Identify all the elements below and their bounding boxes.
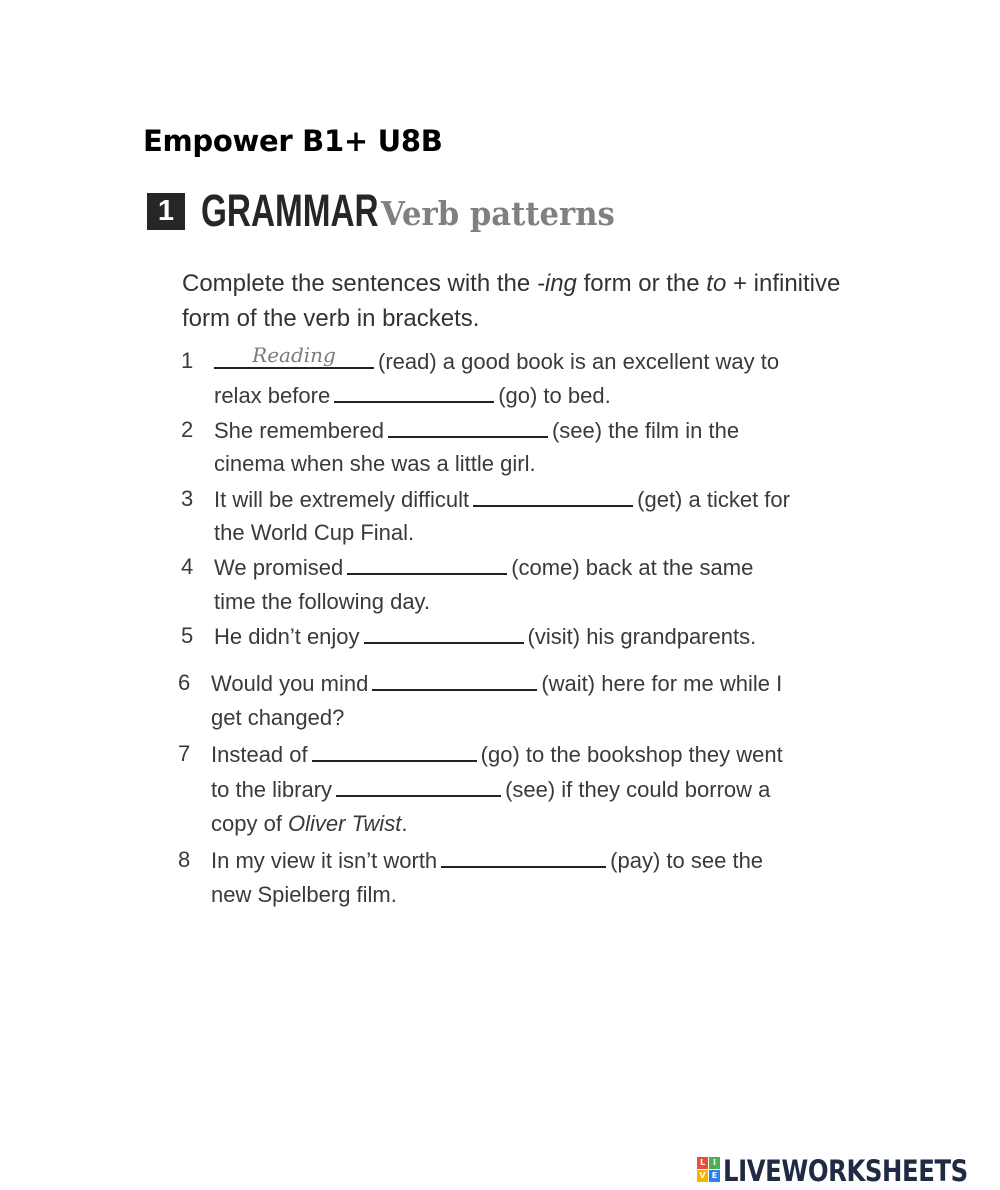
exercise-text: get changed?	[211, 705, 345, 730]
exercise-2-line-2	[214, 450, 536, 478]
exercise-text: (go) to the bookshop they went	[480, 742, 783, 767]
answer-blank-6[interactable]	[372, 669, 537, 691]
exercise-text: In my view it isn’t worth	[211, 848, 438, 873]
logo-letter: E	[709, 1170, 720, 1182]
exercise-4-line-1	[214, 553, 753, 582]
answer-blank-8[interactable]	[441, 846, 606, 868]
exercise-text: (visit) his grandparents.	[527, 624, 757, 649]
logo-text: LIVEWORKSHEETS	[723, 1154, 968, 1188]
exercise-text: (wait) here for me while I	[541, 671, 783, 696]
logo-letter: L	[697, 1157, 708, 1169]
exercise-2-line-1	[214, 416, 739, 445]
exercise-text: We promised	[214, 555, 344, 580]
book-title: Oliver Twist	[288, 811, 402, 836]
answer-blank-3[interactable]	[473, 485, 633, 507]
exercise-text: time the following day.	[214, 589, 431, 614]
exercise-text: the World Cup Final.	[214, 520, 415, 545]
exercise-text: copy of	[211, 811, 289, 836]
answer-blank-5[interactable]	[364, 622, 524, 644]
exercise-6-line-1	[211, 669, 782, 698]
exercise-text: It will be extremely difficult	[214, 487, 470, 512]
section-label: GRAMMAR	[201, 185, 379, 236]
exercise-text: new Spielberg film.	[211, 882, 397, 907]
exercise-text: He didn’t enjoy	[214, 624, 360, 649]
exercise-text: (read) a good book is an excellent way to	[378, 349, 780, 374]
logo-letter: I	[709, 1157, 720, 1169]
exercise-number: 5	[181, 623, 194, 648]
exercise-text: She remembered	[214, 418, 384, 443]
exercise-text: (get) a ticket for	[637, 487, 790, 512]
exercise-number: 7	[178, 741, 191, 766]
answer-blank-1a[interactable]	[214, 343, 374, 369]
exercise-number: 3	[181, 486, 194, 511]
section-number-badge: 1	[147, 193, 185, 230]
exercise-text: (see) if they could borrow a	[505, 777, 771, 802]
exercise-1-line-1	[214, 343, 780, 376]
exercise-8-line-1	[211, 846, 763, 875]
exercise-text: .	[401, 811, 408, 836]
answer-blank-4[interactable]	[347, 553, 507, 575]
instructions-text: + infinitive form of the verb in brackets.	[182, 270, 841, 332]
logo-letter: V	[697, 1170, 708, 1182]
instructions-to: to	[706, 270, 727, 297]
logo-icon	[697, 1157, 721, 1183]
exercise-number: 1	[181, 348, 194, 373]
exercise-6-line-2	[211, 704, 344, 732]
instructions-text: form or the	[576, 270, 707, 297]
example-answer: Reading	[252, 343, 336, 367]
exercise-4-line-2	[214, 588, 430, 616]
exercise-3-line-2	[214, 519, 414, 547]
exercise-number: 4	[181, 554, 194, 579]
exercise-8-line-2	[211, 881, 397, 909]
instructions-ing: -ing	[536, 270, 577, 297]
exercise-text: (go) to bed.	[498, 383, 611, 408]
answer-blank-2[interactable]	[388, 416, 548, 438]
exercise-7-line-3	[211, 810, 407, 838]
exercise-number: 2	[181, 417, 194, 442]
exercise-text: (pay) to see the	[610, 848, 764, 873]
exercise-number: 6	[178, 670, 191, 695]
answer-blank-1b[interactable]	[334, 381, 494, 403]
exercise-1-line-2	[214, 381, 611, 410]
exercise-text: cinema when she was a little girl.	[214, 451, 536, 476]
exercise-text: Would you mind	[211, 671, 369, 696]
exercise-text: Instead of	[211, 742, 308, 767]
exercise-text: (come) back at the same	[511, 555, 754, 580]
exercise-number: 8	[178, 847, 191, 872]
instructions-text: Complete the sentences with the	[182, 270, 537, 297]
document-title: Empower B1+ U8B	[143, 124, 443, 158]
exercise-7-line-1	[211, 740, 783, 769]
exercise-5-line-1	[214, 622, 756, 651]
instructions	[182, 266, 882, 336]
exercise-text: (see) the film in the	[551, 418, 740, 443]
section-subtitle: Verb patterns	[381, 194, 615, 233]
answer-blank-7a[interactable]	[312, 740, 477, 762]
exercise-text: to the library	[211, 777, 333, 802]
exercise-text: relax before	[214, 383, 331, 408]
answer-blank-7b[interactable]	[336, 775, 501, 797]
exercise-7-line-2	[211, 775, 770, 804]
exercise-3-line-1	[214, 485, 790, 514]
